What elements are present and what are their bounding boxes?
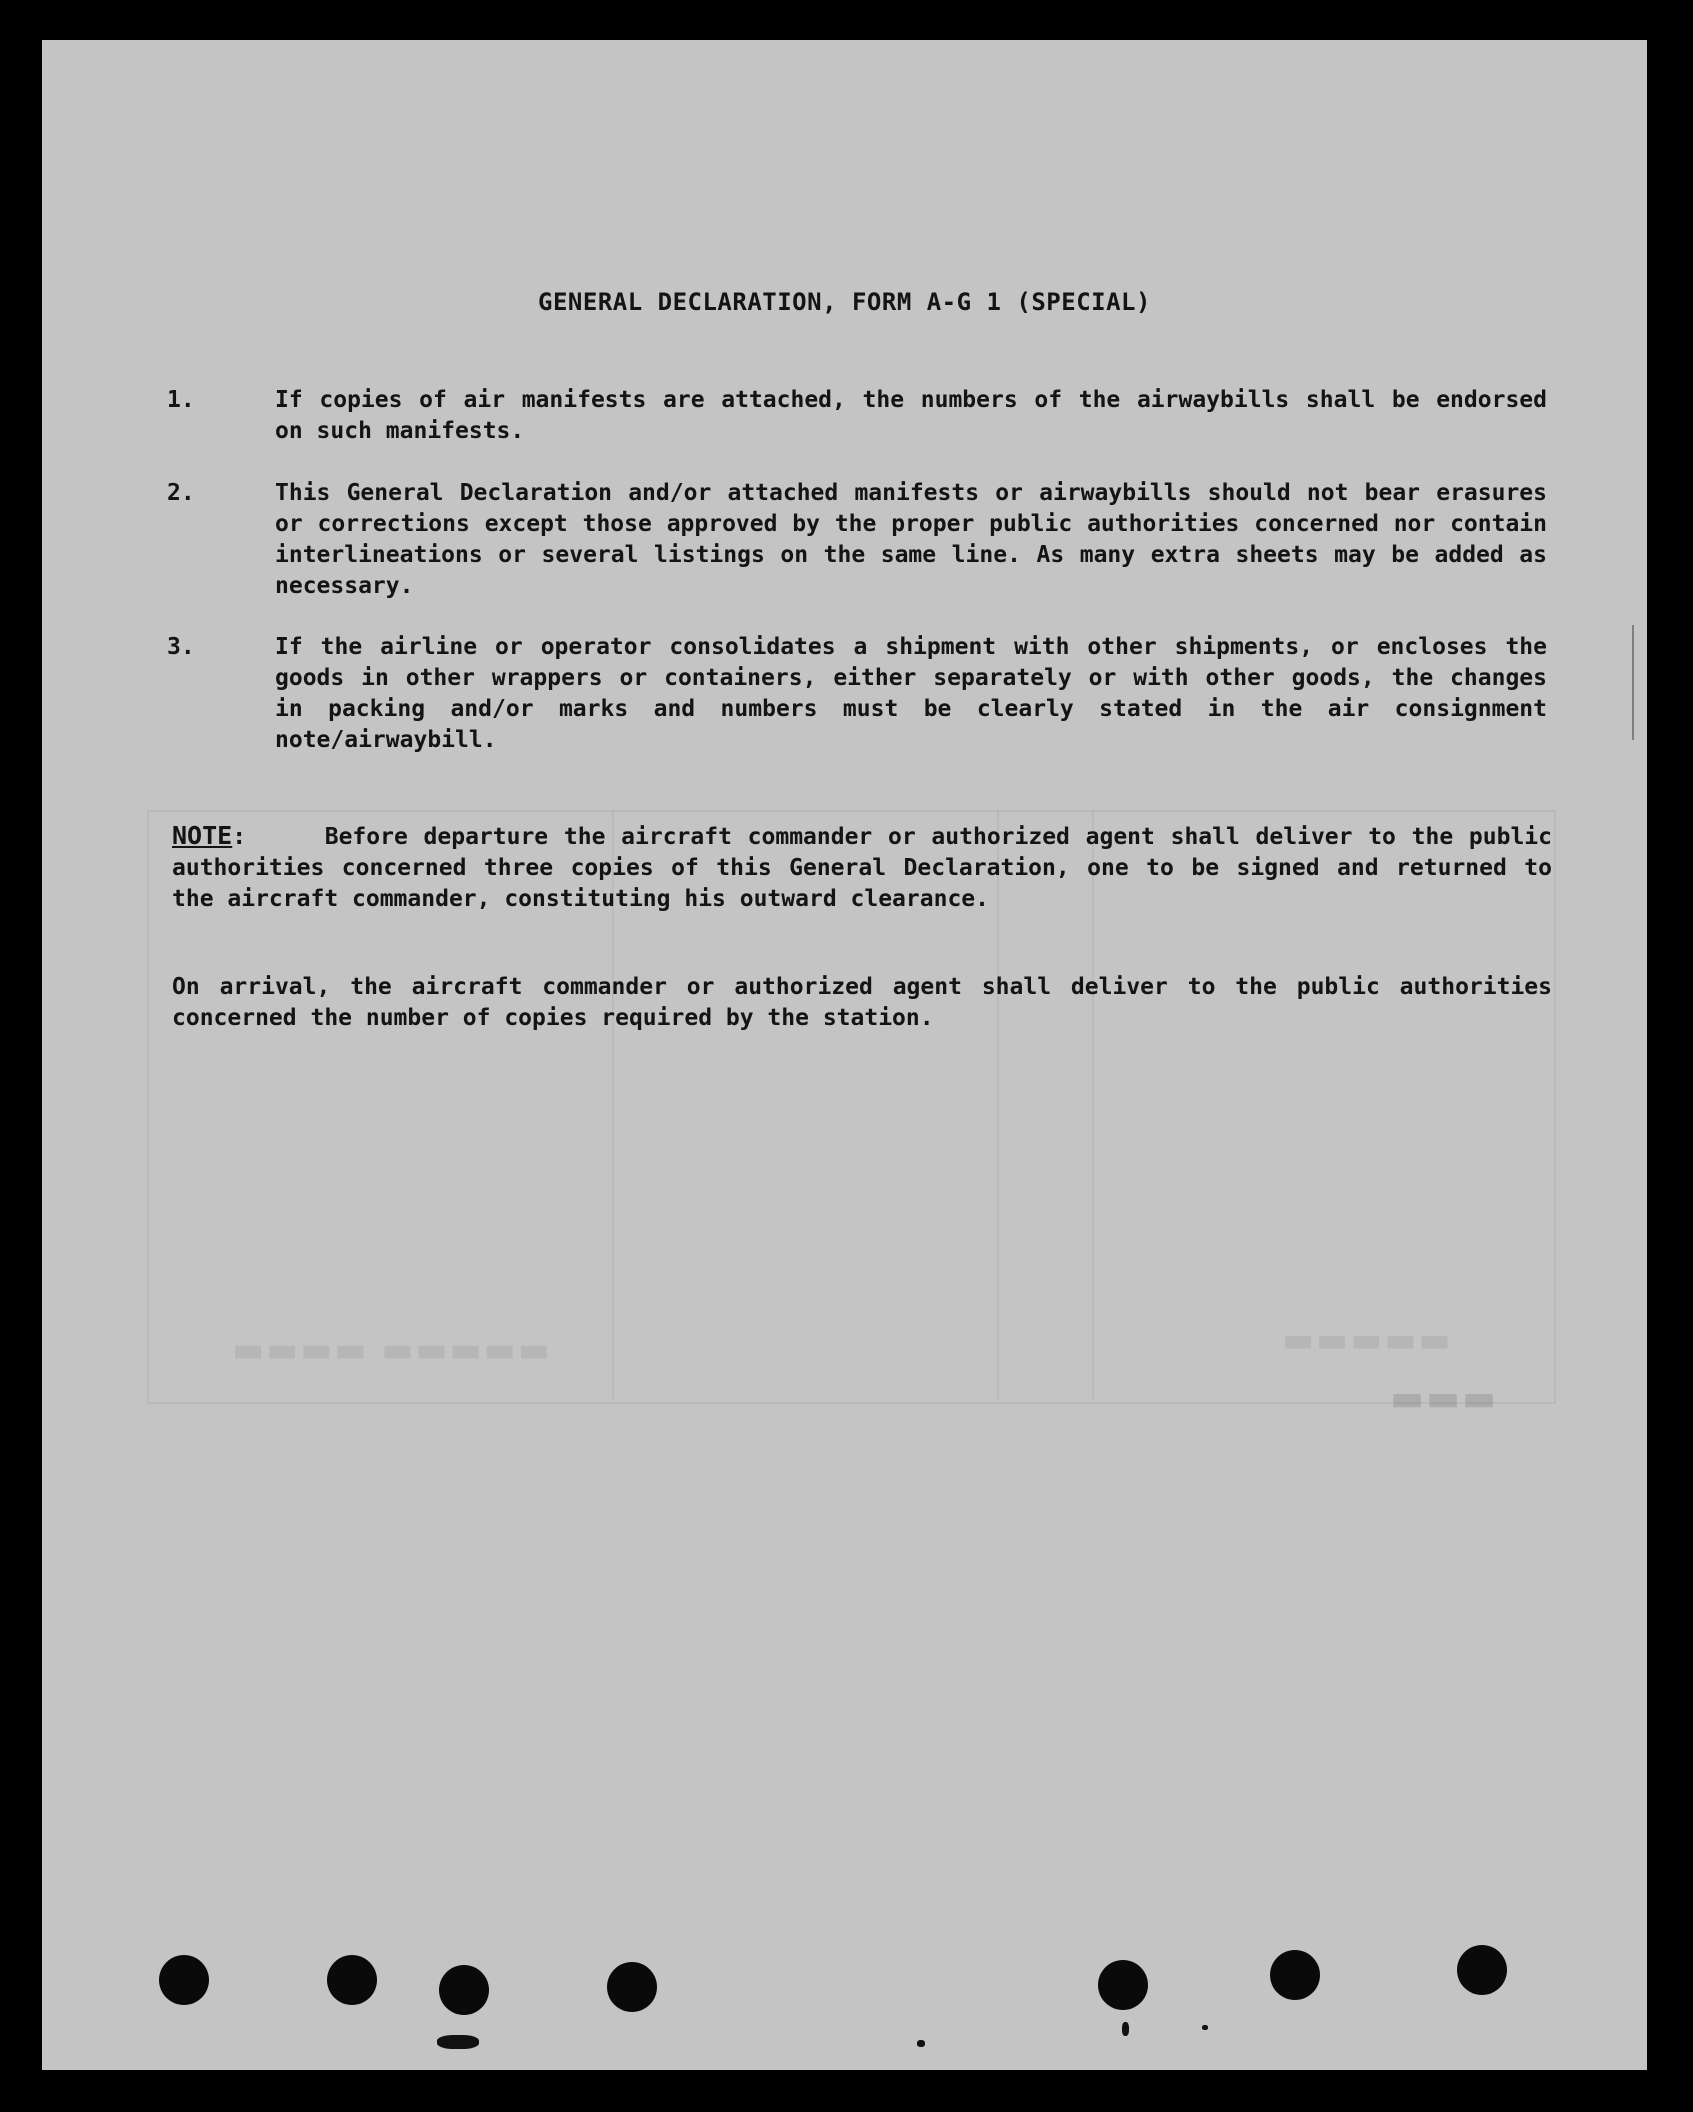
item-text: If copies of air manifests are attached, the numbers of the airwaybills shall be endorsed on such manifests. — [275, 387, 1547, 444]
punch-hole — [1457, 1945, 1507, 1995]
list-item-2 — [167, 478, 1547, 602]
note-paragraph: NOTE: Before departure the aircraft commander or authorized agent shall deliver to the public authorities concerned three copies of this General Declaration, one to be signed and returned to the aircraft commander, constituting his outward clearance. — [172, 821, 1552, 912]
item-text: If the airline or operator consolidates a shipment with other shipments, or encloses the goods in other wrappers or containers, either separately or with other goods, the changes in packing and/or marks and numbers must be clearly stated in the air consignment note/airwaybill. — [275, 634, 1547, 753]
item-number: 3. — [167, 634, 195, 660]
punch-hole — [159, 1955, 209, 2005]
arrival-paragraph: On arrival, the aircraft commander or authorized agent shall deliver to the public authorities concerned the number of copies required by the station. — [172, 974, 1552, 1031]
punch-hole — [607, 1962, 657, 2012]
speck — [437, 2035, 479, 2049]
margin-mark — [1632, 625, 1642, 740]
list-item-1 — [167, 385, 1547, 447]
speck — [1122, 2022, 1129, 2036]
bleed-through-text: ▬▬▬▬ ▬▬▬▬▬ — [232, 1330, 552, 1370]
note-text: Before departure the aircraft commander or authorized agent shall deliver to the public authorities concerned three copies of this General Declaration, one to be signed and returned to the aircraft commander, constituting his outward clearance. — [172, 824, 1552, 912]
speck — [917, 2040, 925, 2047]
item-number: 2. — [167, 480, 195, 506]
speck — [1202, 2025, 1208, 2030]
bleed-through-text: ▬▬▬▬▬ — [1282, 1320, 1453, 1360]
item-text: This General Declaration and/or attached manifests or airwaybills should not bear erasures or corrections except those approved by the proper public authorities concerned nor contain interlineations or several listings on the same line. As many extra sheets may be added as necessary. — [275, 480, 1547, 599]
document-title: GENERAL DECLARATION, FORM A-G 1 (SPECIAL) — [538, 288, 1151, 316]
punch-hole — [1098, 1960, 1148, 2010]
list-item-3 — [167, 632, 1547, 756]
bleed-through-stamp: ▬▬▬ — [1390, 1378, 1499, 1419]
item-number: 1. — [167, 387, 195, 413]
note-label: NOTE — [172, 821, 233, 850]
punch-hole — [439, 1965, 489, 2015]
punch-hole — [327, 1955, 377, 2005]
document-page — [42, 40, 1647, 2070]
punch-hole — [1270, 1950, 1320, 2000]
